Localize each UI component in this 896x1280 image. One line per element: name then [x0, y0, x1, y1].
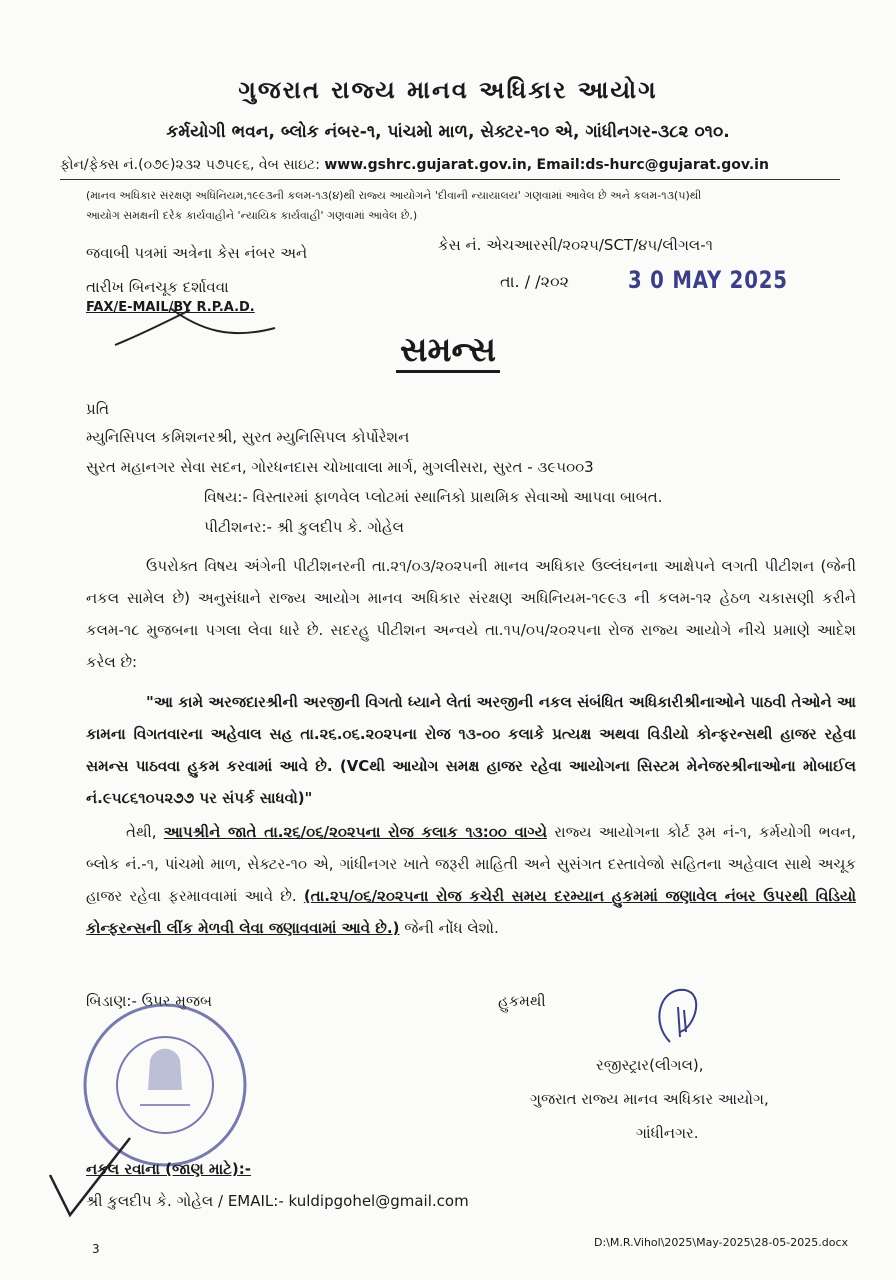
contact-phone: ફોન/ફેક્સ નં.(૦૭૯)૨૩૨ ૫૭૫૯૬, વેબ સાઇટ:: [60, 157, 320, 173]
directive-lead: તેથી,: [126, 823, 164, 841]
office-title: ગુજરાત રાજ્ય માનવ અધિકાર આયોગ: [238, 76, 658, 104]
recipient-line2: સુરત મહાનગર સેવા સદન, ગોરધનદાસ ચોખાવાલા માર્ગ, મુગલીસરા, સુરત - ૩૯૫૦૦3: [86, 458, 594, 476]
email-link[interactable]: Email:ds-hurc@gujarat.gov.in: [536, 157, 769, 173]
file-path: D:\M.R.Vihol\2025\May-2025\28-05-2025.docx: [594, 1236, 849, 1249]
paragraph-directive: [86, 816, 856, 944]
directive-date-time: આપશ્રીને જાતે તા.૨૬/૦૬/૨૦૨૫ના રોજ કલાક ૧૩:૦૦ વાગ્યે: [163, 823, 547, 841]
page-number: 3: [92, 1242, 100, 1256]
case-number: કેસ નં. એચઆરસી/૨૦૨૫/SCT/૪૫/લીગલ-૧: [438, 236, 714, 254]
directive-vc-note: (તા.૨૫/૦૬/૨૦૨૫ના રોજ કચેરી સમય દરમ્યાન હુકમમાં જણાવેલ નંબર ઉપરથી વિડિયો કોન્ફરન્સની લીંક મેળવી લેવા જણાવવામાં આવે છે.): [86, 887, 856, 937]
legal-note-line2: આયોગ સમક્ષની દરેક કાર્યવાહીને 'ન્યાયિક કાર્યવાહી' ગણવામાં આવેલ છે.): [86, 209, 418, 222]
office-address: કર્મયોગી ભવન, બ્લોક નંબર-૧, પાંચમો માળ, સેક્ટર-૧૦ એ, ગાંધીનગર-૩૮૨ ૦૧૦.: [166, 122, 730, 142]
subject: વિષય:- વિસ્તારમાં ફાળવેલ પ્લોટમાં સ્થાનિકો પ્રાથમિક સેવાઓ આપવા બાબત.: [204, 488, 663, 506]
header-divider: [60, 179, 840, 180]
signature: [640, 982, 720, 1052]
signatory-designation: રજીસ્ટ્રાર(લીગલ),: [596, 1056, 704, 1074]
website-link[interactable]: www.gshrc.gujarat.gov.in,: [324, 157, 533, 173]
legal-note-line1: (માનવ અધિકાર સંરક્ષણ અધિનિયમ,૧૯૯૩ની કલમ-૧૩(૪)થી રાજ્ય આયોગને 'દીવાની ન્યાયાલય' ગણવામાં આવેલ છે અને કલમ-૧૩(૫)થી: [86, 189, 702, 202]
copy-recipient: શ્રી કુલદીપ કે. ગોહેલ / EMAIL:- kuldipgohel@gmail.com: [86, 1192, 469, 1210]
signatory-city: ગાંધીનગર.: [636, 1124, 699, 1142]
date-line: તા. / /૨૦૨: [500, 272, 569, 291]
reply-instruction-line2: તારીખ બિનચૂક દર્શાવવા: [86, 278, 229, 296]
by-order: હુકમથી: [498, 992, 546, 1010]
reply-instruction: [86, 236, 307, 304]
directive-body: રાજ્ય આયોગના કોર્ટ રૂમ નં-૧, કર્મયોગી ભવન, બ્લોક નં.-૧, પાંચમો માળ, સેક્ટર-૧૦ એ, ગાંધીનગર ખાતે જરૂરી માહિતી અને સુસંગત દસ્તાવેજો સહિતના અહેવાલ સાથે અચૂક હાજર રહેવા ફરમાવવામાં આવે છે.: [86, 823, 857, 905]
reply-instruction-line1: જવાબી પત્રમાં અત્રેના કેસ નંબર અને: [86, 244, 308, 262]
petitioner: પીટીશનર:- શ્રી કુલદીપ કે. ગોહેલ: [204, 518, 404, 536]
order-quote: "આ કામે અરજદારશ્રીની અરજીની વિગતો ધ્યાને લેતાં અરજીની નકલ સંબંધિત અધિકારીશ્રીનાઓને પાઠવી તેઓને આ કામના વિગતવારના અહેવાલ સહ તા.૨૬.૦૬.૨૦૨૫ના રોજ ૧૩-૦૦ કલાકે પ્રત્યક્ષ અથવા વિડીયો કોન્ફરન્સથી હાજર રહેવા સમન્સ પાઠવવા હુકમ કરવામાં આવે છે. (VCથી આયોગ સમક્ષ હાજર રહેવા આયોગના સિસ્ટમ મેનેજરશ્રીનાઓના મોબાઈલ નં.૯૫૮૬૧૦૫૨૭૭ પર સંપર્ક સાધવો)": [86, 693, 856, 807]
copy-heading: નકલ રવાના (જાણ માટે):-: [86, 1160, 251, 1178]
dispatch-mode: FAX/E-MAIL/BY R.P.A.D.: [86, 300, 255, 315]
enclosure: બિડાણ:- ઉપર મુજબ: [86, 992, 213, 1010]
paragraph-intro: ઉપરોક્ત વિષય અંગેની પીટીશનરની તા.૨૧/૦૩/૨૦૨૫ની માનવ અધિકાર ઉલ્લંઘનના આક્ષેપને લગતી પીટીશન (જેની નકલ સામેલ છે) અનુસંધાને રાજ્ય આયોગ માનવ અધિકાર સંરક્ષણ અધિનિયમ-૧૯૯૩ ની કલમ-૧૨ હેઠળ ચકાસણી કરીને કલમ-૧૮ મુજબના પગલા લેવા ધારે છે. સદરહુ પીટીશન અન્વયે તા.૧૫/૦૫/૨૦૨૫ના રોજ રાજ્ય આયોગે નીચે પ્રમાણે આદેશ કરેલ છે:: [86, 557, 856, 671]
directive-end: જેની નોંધ લેશો.: [399, 919, 499, 937]
date-stamp: 3 0 MAY 2025: [628, 266, 788, 294]
signatory-office: ગુજરાત રાજ્ય માનવ અધિકાર આયોગ,: [530, 1090, 769, 1108]
legal-note: [86, 186, 701, 226]
recipient-line1: મ્યુનિસિપલ કમિશનરશ્રી, સુરત મ્યુનિસિપલ કોર્પોરેશન: [86, 428, 410, 446]
document-heading: [0, 330, 896, 370]
contact-line: [60, 157, 769, 173]
heading-text: સમન્સ: [396, 330, 500, 373]
recipient-prefix: પ્રતિ: [86, 400, 110, 418]
